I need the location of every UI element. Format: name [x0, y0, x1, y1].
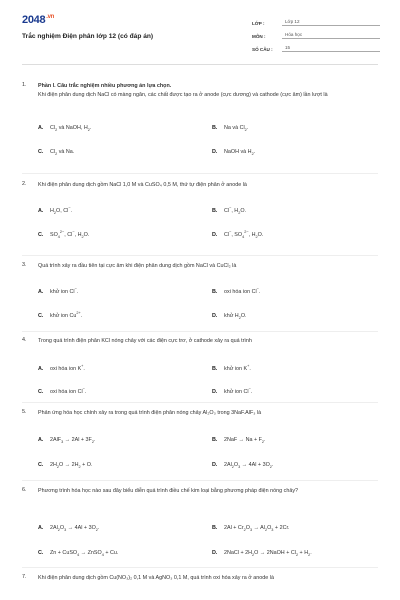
option-text: khử ion $Cu^{2+}$.	[50, 311, 83, 319]
question-text: Khi điện phân dung dịch gồm Cu(NO₃)₂ 0,1 M và AgNO₃ 0,1 M, quá trình oxi hóa xảy ra ở anode là	[38, 575, 274, 581]
option-text: $2Al + Cr_2O_3 \to Al_2O_3 + 2Cr$.	[224, 525, 290, 533]
option-label: C.	[38, 232, 44, 238]
meta-value: 15	[282, 45, 380, 52]
option-a[interactable]	[38, 525, 99, 531]
option-text: $Cl_2$ và NaOH, $H_2$.	[50, 125, 92, 133]
option-text: $2Al_2O_3 \to 4Al + 3O_2$.	[224, 462, 274, 470]
option-text: $2NaF \to Na + F_2$.	[224, 437, 266, 445]
option-label: C.	[38, 389, 44, 395]
option-a[interactable]	[38, 289, 78, 295]
option-text: $2H_2O \to 2H_2 + O$.	[50, 462, 93, 470]
question-divider	[22, 480, 378, 481]
option-label: B.	[212, 289, 218, 295]
option-text: $2AlF_3 \to 2Al + 3F_2$.	[50, 437, 96, 445]
option-label: B.	[212, 125, 218, 131]
option-d[interactable]	[212, 313, 247, 319]
option-d[interactable]	[212, 389, 252, 395]
option-c[interactable]	[38, 462, 92, 468]
section-heading: Phần I. Câu trắc nghiệm nhiều phương án lựa chọn.	[38, 83, 172, 89]
meta-row-subject	[252, 26, 380, 39]
option-text: 2NaCl + $2H_2O$ → 2NaOH + $Cl_2 + H_2$.	[224, 550, 312, 558]
option-label: D.	[212, 149, 218, 155]
option-label: C.	[38, 462, 44, 468]
meta-row-count	[252, 39, 380, 52]
site-logo[interactable]	[22, 14, 54, 26]
question-text: Quá trình xảy ra đầu tiên tại cực âm khi điện phân dung dịch gồm NaCl và CuCl₂ là	[38, 263, 237, 269]
option-label: C.	[38, 313, 44, 319]
option-label: A.	[38, 437, 44, 443]
document-title: Trắc nghiệm Điện phân lớp 12 (có đáp án)	[22, 33, 154, 40]
document-header	[0, 0, 400, 62]
option-label: A.	[38, 208, 44, 214]
question-text: Phương trình hóa học nào sau đây biểu diễn quá trình điều chế kim loại bằng phương pháp điện nóng chảy?	[38, 488, 299, 494]
option-text: Cl−, $H_2O$.	[224, 206, 247, 216]
logo-main: 2048	[22, 14, 46, 26]
option-b[interactable]	[212, 289, 260, 295]
option-text: khử ion Cl−.	[224, 387, 253, 395]
logo-sub: .vn	[46, 14, 55, 20]
option-label: C.	[38, 149, 44, 155]
option-text: khử ion K+.	[224, 364, 251, 372]
option-label: D.	[212, 550, 218, 556]
meta-key: SỐ CÂU :	[252, 47, 273, 52]
option-text: oxi hóa ion Cl−.	[50, 387, 87, 395]
question-text: Khi điện phân dung dịch gồm NaCl 1,0 M và CuSO₄ 0,5 M, thứ tự điện phân ở anode là	[38, 182, 247, 188]
option-d[interactable]	[212, 550, 312, 556]
option-text: $SO_4^{2-}$, Cl−, $H_2O$.	[50, 230, 90, 240]
option-text: khử ion Cl−.	[50, 287, 79, 295]
meta-value: Lớp 12	[282, 19, 380, 26]
option-a[interactable]	[38, 208, 72, 214]
question-number: 5.	[22, 409, 27, 415]
option-text: oxi hóa ion Cl−.	[224, 287, 261, 295]
question-number: 6.	[22, 487, 27, 493]
option-label: D.	[212, 389, 218, 395]
meta-key: MÔN :	[252, 34, 266, 39]
option-text: $2Al_2O_3 \to 4Al + 3O_2$.	[50, 525, 100, 533]
option-a[interactable]	[38, 437, 95, 443]
option-c[interactable]	[38, 232, 89, 238]
option-text: $H_2O$, Cl−.	[50, 206, 73, 216]
option-label: A.	[38, 289, 44, 295]
option-text: oxi hóa ion K+.	[50, 364, 85, 372]
question-divider	[22, 173, 378, 174]
option-c[interactable]	[38, 313, 82, 319]
option-label: A.	[38, 525, 44, 531]
option-text: Cl−, $SO_4^{2-}$, $H_2O$.	[224, 230, 264, 240]
option-label: A.	[38, 366, 44, 372]
meta-info	[252, 13, 380, 52]
question-divider	[22, 402, 378, 403]
option-label: B.	[212, 208, 218, 214]
meta-value: Hóa học	[282, 32, 380, 39]
option-label: C.	[38, 550, 44, 556]
question-number: 2.	[22, 181, 27, 187]
question-number: 4.	[22, 337, 27, 343]
option-label: D.	[212, 462, 218, 468]
option-label: B.	[212, 366, 218, 372]
option-label: D.	[212, 232, 218, 238]
option-b[interactable]	[212, 208, 246, 214]
option-b[interactable]	[212, 366, 251, 372]
option-a[interactable]	[38, 125, 91, 131]
question-text: Phản ứng hóa học chính xảy ra trong quá trình điện phân nóng chảy Al₂O₃ trong 3NaF.AlF₃ là	[38, 410, 262, 416]
option-label: B.	[212, 525, 218, 531]
option-b[interactable]	[212, 525, 289, 531]
meta-row-class	[252, 13, 380, 26]
header-divider	[22, 64, 378, 65]
option-text: khử $H_2O$.	[224, 313, 247, 321]
question-divider	[22, 255, 378, 256]
option-b[interactable]	[212, 125, 248, 131]
question-number: 1.	[22, 82, 27, 88]
question-number: 3.	[22, 262, 27, 268]
question-divider	[22, 567, 378, 568]
option-text: Zn + CuSO$_4$ → ZnSO$_4$ + Cu.	[50, 550, 119, 558]
option-text: $Cl_2$ và Na.	[50, 149, 75, 157]
option-label: B.	[212, 437, 218, 443]
question-text: Trong quá trình điện phân KCl nóng chảy với các điện cực trơ, ở cathode xảy ra quá trình	[38, 338, 252, 344]
option-d[interactable]	[212, 149, 255, 155]
option-label: A.	[38, 125, 44, 131]
option-b[interactable]	[212, 437, 266, 443]
option-c[interactable]	[38, 389, 86, 395]
option-text: Na và $Cl_2$.	[224, 125, 249, 133]
option-d[interactable]	[212, 232, 263, 238]
option-d[interactable]	[212, 462, 273, 468]
question-text: Phần I. Câu trắc nghiệm nhiều phương án lựa chọn. Khi điện phân dung dịch NaCl có màng ngăn, các chất được tạo ra ở anode (cực dương) và cathode (cực âm) lần lượt là	[38, 83, 328, 98]
option-a[interactable]	[38, 366, 85, 372]
question-number: 7.	[22, 574, 27, 580]
option-label: D.	[212, 313, 218, 319]
option-c[interactable]	[38, 149, 74, 155]
option-c[interactable]	[38, 550, 118, 556]
meta-key: LỚP :	[252, 21, 265, 26]
question-divider	[22, 331, 378, 332]
option-text: NaOH và $H_2$.	[224, 149, 256, 157]
